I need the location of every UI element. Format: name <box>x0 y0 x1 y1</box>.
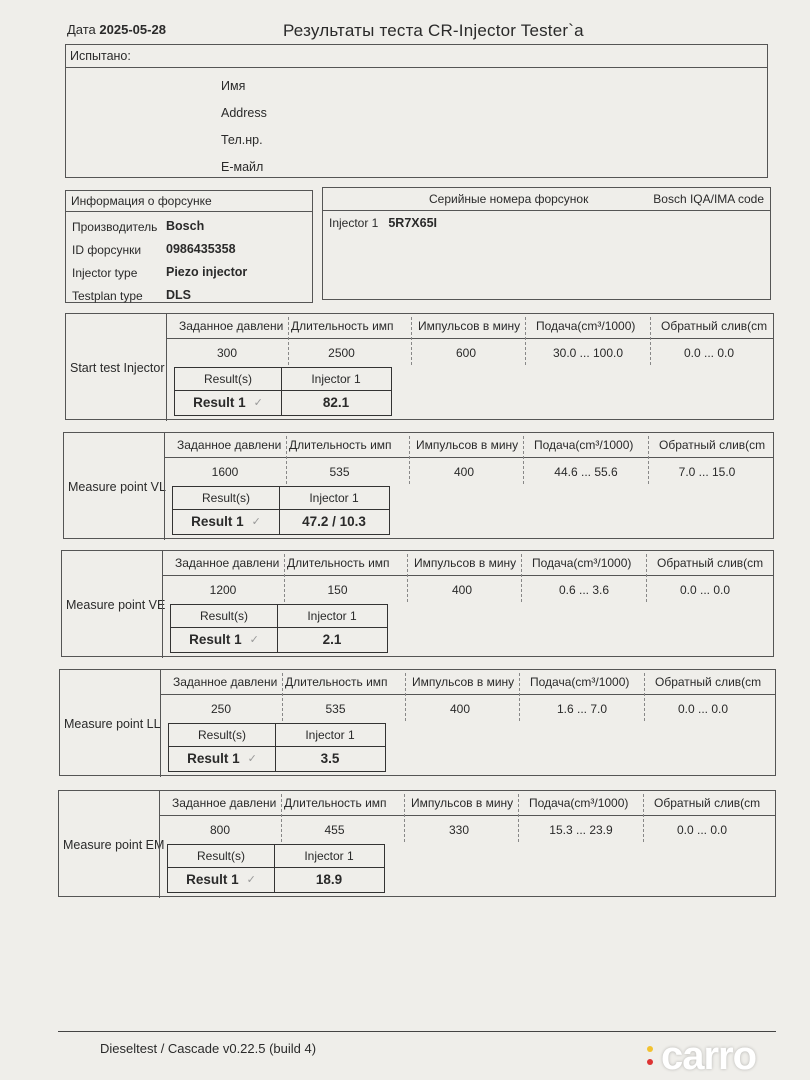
column-separator <box>409 436 410 484</box>
header-divider <box>166 338 773 339</box>
column-header: Подача(cm³/1000) <box>529 796 629 810</box>
result-row-label: Result 1 ✓ <box>189 632 259 647</box>
column-header: Импульсов в мину <box>418 319 521 333</box>
manufacturer-value: Bosch <box>166 219 205 233</box>
measure-point-name: Start test Injector <box>70 361 165 375</box>
column-header: Импульсов в мину <box>412 675 515 689</box>
column-separator <box>521 554 522 602</box>
backflow-value: 0.0 ... 0.0 <box>677 702 729 716</box>
duration-value: 535 <box>325 702 346 716</box>
delivery-value: 44.6 ... 55.6 <box>554 465 618 479</box>
pulses-value: 400 <box>449 702 471 716</box>
column-separator <box>648 436 649 484</box>
column-header: Импульсов в мину <box>411 796 514 810</box>
measure-point-name: Measure point EM <box>63 838 165 852</box>
injector-id-value: 0986435358 <box>166 242 236 256</box>
column-header: Заданное давлени <box>172 796 277 810</box>
results-header: Result(s) <box>203 372 252 386</box>
column-header: Импульсов в мину <box>414 556 517 570</box>
result-value: 47.2 / 10.3 <box>302 514 366 529</box>
header-divider <box>160 694 775 695</box>
column-header: Подача(cm³/1000) <box>534 438 634 452</box>
results-header: Result(s) <box>201 491 250 505</box>
backflow-value: 0.0 ... 0.0 <box>683 346 735 360</box>
measure-point-block <box>65 313 774 420</box>
column-header: Заданное давлени <box>175 556 280 570</box>
injector-header: Injector 1 <box>309 491 359 505</box>
address-field: Address <box>221 106 267 120</box>
delivery-value: 30.0 ... 100.0 <box>552 346 624 360</box>
result-row-label: Result 1 ✓ <box>186 872 256 887</box>
pulses-value: 330 <box>448 823 470 837</box>
column-separator <box>411 317 412 365</box>
measure-point-block <box>59 669 776 776</box>
result-row-label: Result 1 ✓ <box>193 395 263 410</box>
column-header: Обратный слив(cm <box>655 675 762 689</box>
result-table <box>167 844 385 893</box>
injector-header: Injector 1 <box>307 609 357 623</box>
measure-point-block <box>61 550 774 657</box>
pulses-value: 600 <box>455 346 477 360</box>
check-icon: ✓ <box>246 874 256 886</box>
report-title: Результаты теста CR-Injector Tester`a <box>283 21 584 40</box>
column-header: Заданное давлени <box>173 675 278 689</box>
result-value: 3.5 <box>320 751 340 766</box>
check-icon: ✓ <box>247 753 257 765</box>
serial-caption: Серийные номера форсунок Bosch IQA/IMA code <box>323 188 770 211</box>
result-table <box>168 723 386 772</box>
injector-id-label: ID форсунки <box>72 243 142 257</box>
pressure-value: 1200 <box>209 583 237 597</box>
header-divider <box>162 575 773 576</box>
result-row-label: Result 1 ✓ <box>187 751 257 766</box>
footer-version: Dieseltest / Cascade v0.22.5 (build 4) <box>100 1041 317 1056</box>
check-icon: ✓ <box>249 634 259 646</box>
duration-value: 535 <box>329 465 350 479</box>
label-divider <box>166 314 167 421</box>
serial-row: Injector 1 5R7X65I <box>329 216 438 230</box>
column-separator <box>288 317 289 365</box>
testplan-type-value: DLS <box>166 288 191 302</box>
delivery-value: 15.3 ... 23.9 <box>549 823 613 837</box>
column-header: Длительность имп <box>284 796 387 810</box>
column-header: Длительность имп <box>291 319 394 333</box>
label-divider <box>162 551 163 658</box>
pulses-value: 400 <box>453 465 475 479</box>
column-header: Длительность имп <box>285 675 388 689</box>
result-row-label: Result 1 ✓ <box>191 514 261 529</box>
tested-caption: Испытано: <box>66 45 767 68</box>
footer-divider <box>58 1031 776 1032</box>
measure-point-name: Measure point VE <box>66 598 166 612</box>
column-separator <box>405 673 406 721</box>
column-separator <box>523 436 524 484</box>
column-header: Обратный слив(cm <box>654 796 761 810</box>
label-divider <box>160 670 161 777</box>
delivery-value: 1.6 ... 7.0 <box>556 702 608 716</box>
column-separator <box>650 317 651 365</box>
measure-point-name: Measure point VL <box>68 480 166 494</box>
results-header: Result(s) <box>196 849 245 863</box>
injector-info-caption: Информация о форсунке <box>66 191 312 212</box>
duration-value: 2500 <box>328 346 355 360</box>
results-header: Result(s) <box>199 609 248 623</box>
measure-point-block <box>63 432 774 539</box>
column-separator <box>407 554 408 602</box>
serial-numbers-section <box>322 187 771 300</box>
result-value: 2.1 <box>322 632 342 647</box>
delivery-value: 0.6 ... 3.6 <box>558 583 610 597</box>
injector-type-label: Injector type <box>72 266 138 280</box>
pulses-value: 400 <box>451 583 473 597</box>
result-table <box>172 486 390 535</box>
column-header: Заданное давлени <box>179 319 284 333</box>
column-separator <box>519 673 520 721</box>
column-header: Заданное давлени <box>177 438 282 452</box>
name-field: Имя <box>221 79 246 93</box>
check-icon: ✓ <box>251 516 261 528</box>
column-header: Импульсов в мину <box>416 438 519 452</box>
measure-point-block <box>58 790 776 897</box>
label-divider <box>159 791 160 898</box>
measure-point-name: Measure point LL <box>64 717 161 731</box>
pressure-value: 250 <box>210 702 232 716</box>
results-header: Result(s) <box>197 728 246 742</box>
column-separator <box>643 794 644 842</box>
phone-field: Тел.нр. <box>221 133 263 147</box>
injector-header: Injector 1 <box>305 728 355 742</box>
column-header: Подача(cm³/1000) <box>530 675 630 689</box>
column-separator <box>286 436 287 484</box>
result-value: 18.9 <box>315 872 343 887</box>
column-separator <box>284 554 285 602</box>
injector-header: Injector 1 <box>311 372 361 386</box>
column-header: Обратный слив(cm <box>659 438 766 452</box>
backflow-value: 0.0 ... 0.0 <box>679 583 731 597</box>
testplan-type-label: Testplan type <box>72 289 143 303</box>
injector-type-value: Piezo injector <box>166 265 248 279</box>
pressure-value: 800 <box>209 823 231 837</box>
column-header: Подача(cm³/1000) <box>532 556 632 570</box>
column-separator <box>525 317 526 365</box>
result-value: 82.1 <box>322 395 350 410</box>
column-separator <box>282 673 283 721</box>
duration-value: 150 <box>327 583 348 597</box>
column-separator <box>518 794 519 842</box>
backflow-value: 7.0 ... 15.0 <box>678 465 736 479</box>
email-field: E-майл <box>221 160 264 174</box>
manufacturer-label: Производитель <box>72 220 158 234</box>
pressure-value: 1600 <box>211 465 239 479</box>
tested-section <box>65 44 768 178</box>
pressure-value: 300 <box>216 346 238 360</box>
label-divider <box>164 433 165 540</box>
column-separator <box>281 794 282 842</box>
header-divider <box>159 815 775 816</box>
check-icon: ✓ <box>253 397 263 409</box>
column-header: Обратный слив(cm <box>661 319 768 333</box>
result-table <box>174 367 392 416</box>
column-separator <box>646 554 647 602</box>
injector-header: Injector 1 <box>304 849 354 863</box>
backflow-value: 0.0 ... 0.0 <box>676 823 728 837</box>
column-header: Подача(cm³/1000) <box>536 319 636 333</box>
column-separator <box>644 673 645 721</box>
column-header: Длительность имп <box>287 556 390 570</box>
carro-logo: carro <box>645 1034 756 1079</box>
report-date: Дата 2025-05-28 <box>67 22 166 37</box>
duration-value: 455 <box>324 823 345 837</box>
column-separator <box>404 794 405 842</box>
result-table <box>170 604 388 653</box>
column-header: Длительность имп <box>289 438 392 452</box>
header-divider <box>164 457 773 458</box>
injector-info-section <box>65 190 313 303</box>
column-header: Обратный слив(cm <box>657 556 764 570</box>
